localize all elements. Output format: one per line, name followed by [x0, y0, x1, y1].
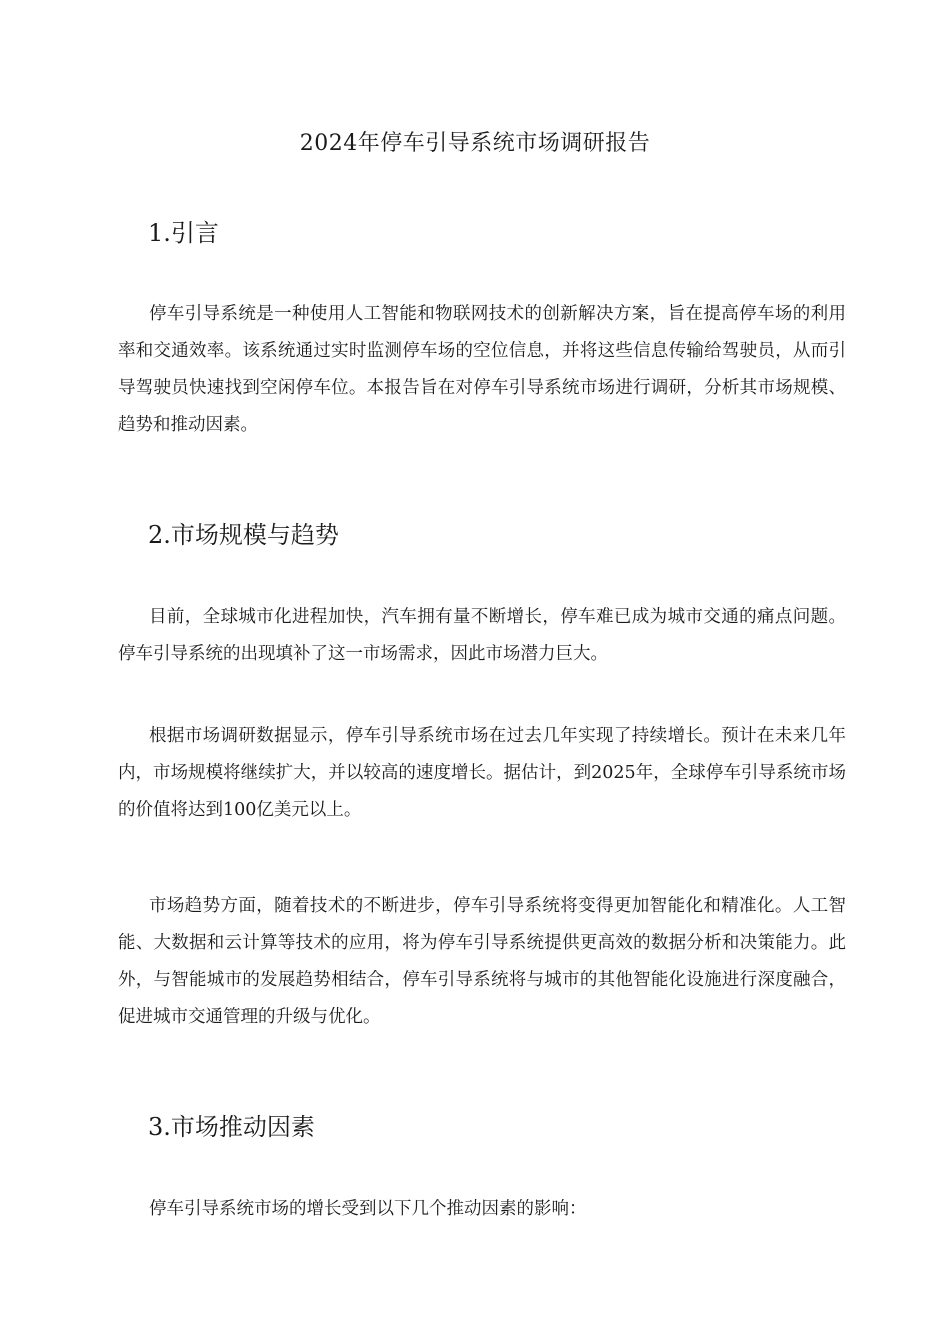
section-heading-drivers: 3.市场推动因素: [148, 1113, 315, 1141]
section-heading-market-size: 2.市场规模与趋势: [148, 521, 339, 549]
document-title: 2024年停车引导系统市场调研报告: [299, 131, 651, 156]
paragraph-drivers-intro: 停车引导系统市场的增长受到以下几个推动因素的影响：: [149, 1199, 587, 1219]
paragraph-market-overview: 目前，全球城市化进程加快，汽车拥有量不断增长，停车难已成为城市交通的痛点问题。停车引导系统的出现填补了这一市场需求，因此市场潜力巨大。: [118, 607, 846, 664]
paragraph-market-trends: 市场趋势方面，随着技术的不断进步，停车引导系统将变得更加智能化和精准化。人工智能、大数据和云计算等技术的应用，将为停车引导系统提供更高效的数据分析和决策能力。此外，与智能城市的发展趋势相结合，停车引导系统将与城市的其他智能化设施进行深度融合，促进城市交通管理的升级与优化。: [118, 896, 846, 1027]
section-heading-introduction: 1.引言: [148, 219, 219, 247]
paragraph-market-growth: 根据市场调研数据显示，停车引导系统市场在过去几年实现了持续增长。预计在未来几年内，市场规模将继续扩大，并以较高的速度增长。据估计，到2025年，全球停车引导系统市场的价值将达到100亿美元以上。: [118, 726, 846, 820]
paragraph-introduction: 停车引导系统是一种使用人工智能和物联网技术的创新解决方案，旨在提高停车场的利用率和交通效率。该系统通过实时监测停车场的空位信息，并将这些信息传输给驾驶员，从而引导驾驶员快速找到空闲停车位。本报告旨在对停车引导系统市场进行调研，分析其市场规模、趋势和推动因素。: [118, 304, 846, 435]
